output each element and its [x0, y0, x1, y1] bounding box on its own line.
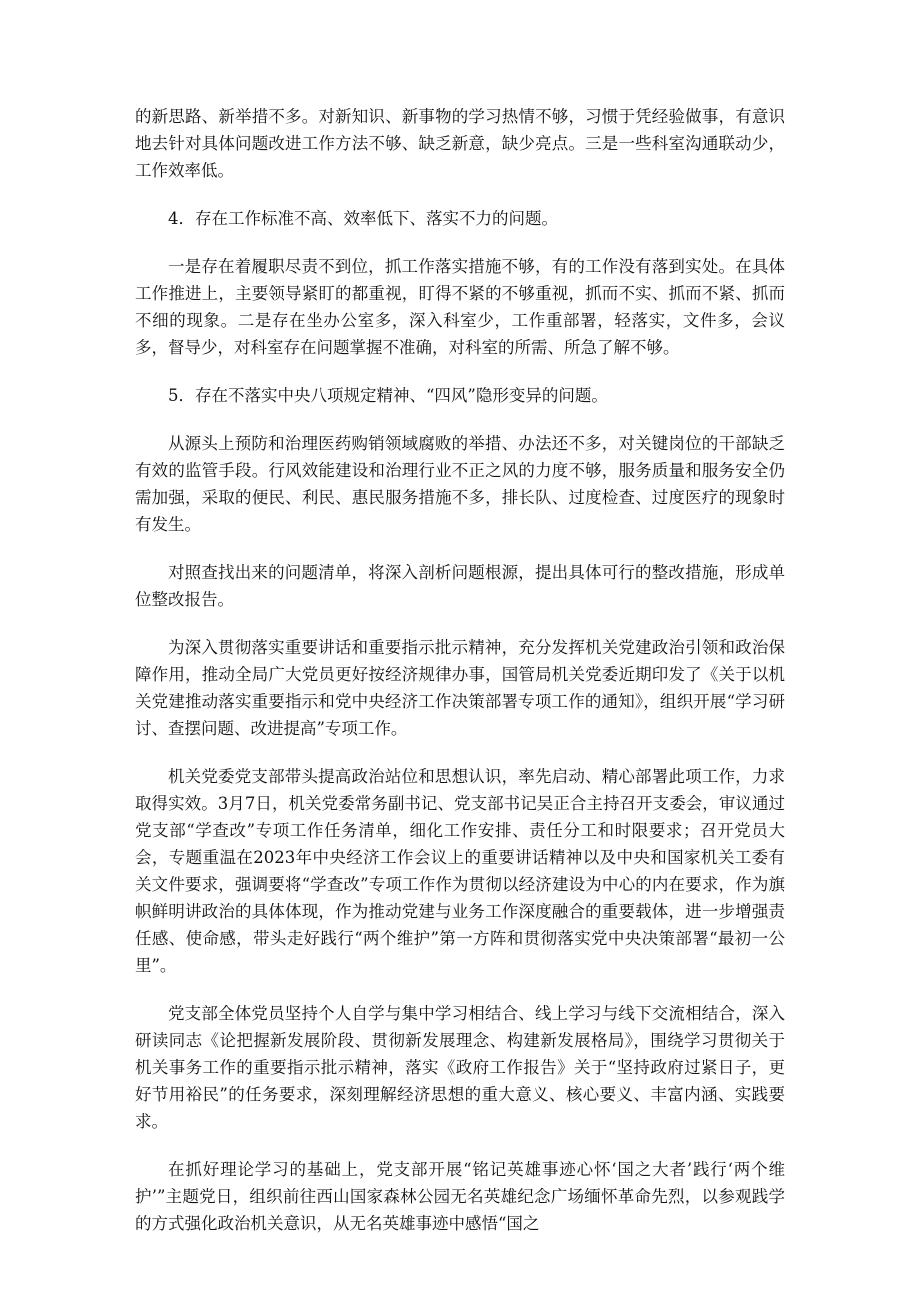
paragraph-8: 在抓好理论学习的基础上，党支部开展“铭记英雄事迹心怀‘国之大者’践行‘两个维护’”主题党日，组织前往西山国家森林公园无名英雄纪念广场缅怀革命先烈，以参观践学的方式强化政治机关意识，从无名英雄事迹中感悟“国之: [135, 1160, 785, 1233]
paragraph-2: 一是存在着履职尽责不到位，抓工作落实措施不够，有的工作没有落到实处。在具体工作推进上，主要领导紧盯的都重视，盯得不紧的不够重视，抓而不实、抓而不紧、抓而不细的现象。二是存在坐办公室多，深入科室少，工作重部署，轻落实，文件多，会议多，督导少，对科室存在问题掌握不准确，对科室的所需、所急了解不够。: [135, 257, 785, 357]
paragraph-7: 党支部全体党员坚持个人自学与集中学习相结合、线上学习与线下交流相结合，深入研读同志《论把握新发展阶段、贯彻新发展理念、构建新发展格局》，围绕学习贯彻关于机关事务工作的重要指示批示精神，落实《政府工作报告》关于“坚持政府过紧日子，更好节用裕民”的任务要求，深刻理解经济思想的重大意义、核心要义、丰富内涵、实践要求。: [135, 1004, 785, 1131]
paragraph-3: 从源头上预防和治理医药购销领域腐败的举措、办法还不多，对关键岗位的干部缺乏有效的监管手段。行风效能建设和治理行业不正之风的力度不够，服务质量和服务安全仍需加强，采取的便民、利民、惠民服务措施不多，排长队、过度检查、过度医疗的现象时有发生。: [135, 434, 785, 534]
section-heading-5: 5．存在不落实中央八项规定精神、“四风”隐形变异的问题。: [168, 386, 608, 405]
paragraph-5: 为深入贯彻落实重要讲话和重要指示批示精神，充分发挥机关党建政治引领和政治保障作用，推动全局广大党员更好按经济规律办事，国管局机关党委近期印发了《关于以机关党建推动落实重要指示和党中央经济工作决策部署专项工作的通知》，组织开展“学习研讨、查摆问题、改进提高”专项工作。: [135, 638, 785, 738]
paragraph-4: 对照查找出来的问题清单，将深入剖析问题根源，提出具体可行的整改措施，形成单位整改报告。: [135, 563, 785, 609]
paragraph-6: 机关党委党支部带头提高政治站位和思想认识，率先启动、精心部署此项工作，力求取得实效。3月7日，机关党委常务副书记、党支部书记吴正合主持召开支委会，审议通过党支部“学查改”专项工作任务清单，细化工作安排、责任分工和时限要求；召开党员大会，专题重温在2023年中央经济工作会议上的重要讲话精神以及中央和国家机关工委有关文件要求，强调要将“学查改”专项工作作为贯彻以经济建设为中心的内在要求，作为旗帜鲜明讲政治的具体体现，作为推动党建与业务工作深度融合的重要载体，进一步增强责任感、使命感，带头走好践行“两个维护”第一方阵和贯彻落实党中央决策部署“最初一公里”。: [135, 767, 785, 975]
document-body: [135, 103, 785, 1258]
section-heading-4: 4．存在工作标准不高、效率低下、落实不力的问题。: [168, 209, 558, 228]
paragraph-1: 的新思路、新举措不多。对新知识、新事物的学习热情不够，习惯于凭经验做事，有意识地去针对具体问题改进工作方法不够、缺乏新意，缺少亮点。三是一些科室沟通联动少，工作效率低。: [135, 107, 785, 180]
